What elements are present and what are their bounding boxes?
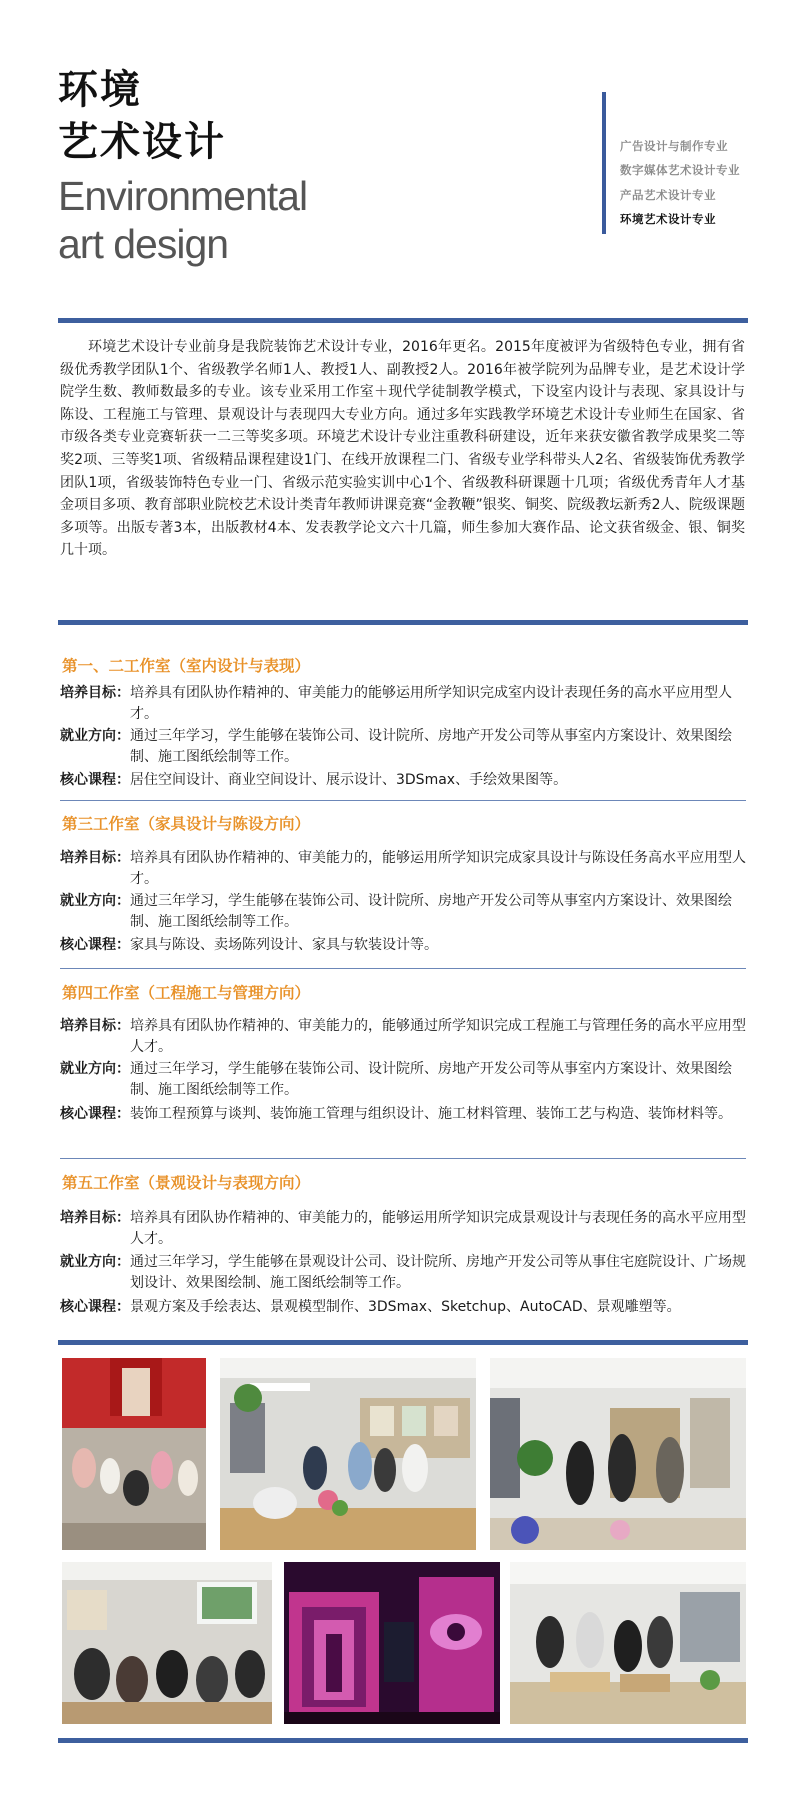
page-title-en-line2: art design	[58, 221, 229, 267]
core-text: 装饰工程预算与谈判、装饰施工管理与组织设计、施工材料管理、装饰工艺与构造、装饰材料等。	[130, 1106, 732, 1122]
intro-paragraph: 环境艺术设计专业前身是我院装饰艺术设计专业，2016年更名。2015年度被评为省级特色专业，拥有省级优秀教学团队1个、省级教学名师1人、教授1人、副教授2人。2016年被学院列为品牌专业，是艺术设计学院学生数、教师数最多的专业。该专业采用工作室＋现代学徒制教学模式，下设室内设计与表现、家具设计与陈设、工程施工与管理、景观设计与表现四大专业方向。通过多年实践教学环境艺术设计专业师生在国家、省市级各类专业竞赛斩获一二三等奖多项。环境艺术设计专业注重教科研建设，近年来获安徽省教学成果奖二等奖2项、三等奖1项、省级精品课程建设1门、在线开放课程二门、省级专业学科带头人2名、省级装饰优秀教学团队1项，省级装饰特色专业一门、省级示范实验实训中心1个、省级教科研课题十几项；省级优秀青年人才基金项目多项、教育部职业院校艺术设计类青年教师讲课竞赛“金教鞭”银奖、铜奖、院级教坛新秀2人、院级课题多项等。出版专著3本，出版教材4本、发表教学论文六十几篇，师生参加大赛作品、论文获省级金、银、铜奖几十项。	[60, 339, 745, 559]
career-label: 就业方向：	[60, 1254, 130, 1270]
studio-1-core	[60, 770, 750, 791]
divider-photos-top	[58, 1340, 748, 1345]
career-text: 通过三年学习，学生能够在装饰公司、设计院所、房地产开发公司等从事室内方案设计、效果图绘制、施工图纸绘制等工作。	[130, 893, 732, 930]
photo-office-discussion	[490, 1358, 746, 1550]
goal-label: 培养目标：	[60, 685, 130, 701]
divider-studio-3	[60, 968, 746, 969]
core-text: 家具与陈设、卖场陈列设计、家具与软装设计等。	[130, 937, 438, 953]
career-text: 通过三年学习，学生能够在景观设计公司、设计院所、房地产开发公司等从事住宅庭院设计、广场规划设计、效果图绘制、施工图纸绘制等工作。	[130, 1254, 746, 1291]
photo-classroom-presentation	[62, 1562, 272, 1724]
studio-1-goal	[60, 683, 750, 724]
goal-text: 培养具有团队协作精神的、审美能力的，能够运用所学知识完成景观设计与表现任务的高水平应用型人才。	[130, 1210, 746, 1247]
divider-top	[58, 318, 748, 323]
studio-3-career	[60, 891, 750, 932]
career-text: 通过三年学习，学生能够在装饰公司、设计院所、房地产开发公司等从事室内方案设计、效果图绘制、施工图纸绘制等工作。	[130, 1061, 732, 1098]
studio-5-career	[60, 1252, 750, 1293]
goal-text: 培养具有团队协作精神的、审美能力的，能够通过所学知识完成工程施工与管理任务的高水平应用型人才。	[130, 1018, 746, 1055]
goal-text: 培养具有团队协作精神的、审美能力的能够运用所学知识完成室内设计表现任务的高水平应用型人才。	[130, 685, 732, 722]
photo-students-red-archway	[62, 1358, 206, 1550]
core-text: 景观方案及手绘表达、景观模型制作、3DSmax、Sketchup、AutoCAD、景观雕塑等。	[130, 1299, 681, 1315]
page-title-line1: 环境	[58, 66, 142, 113]
goal-label: 培养目标：	[60, 1210, 130, 1226]
page-title-line2: 艺术设计	[58, 118, 226, 165]
page-title-en-line1: Environmental	[58, 173, 308, 219]
goal-label: 培养目标：	[60, 1018, 130, 1034]
studio-3-core	[60, 935, 750, 956]
program-item-digital-media: 数字媒体艺术设计专业	[620, 163, 740, 177]
career-label: 就业方向：	[60, 728, 130, 744]
studio-5-title: 第五工作室（景观设计与表现方向）	[62, 1174, 311, 1192]
studio-3-title: 第三工作室（家具设计与陈设方向）	[62, 815, 311, 833]
program-item-advertising: 广告设计与制作专业	[620, 139, 728, 153]
core-label: 核心课程：	[60, 1106, 130, 1122]
program-item-product: 产品艺术设计专业	[620, 188, 716, 202]
career-text: 通过三年学习，学生能够在装饰公司、设计院所、房地产开发公司等从事室内方案设计、效果图绘制、施工图纸绘制等工作。	[130, 728, 732, 765]
studio-5-goal	[60, 1208, 750, 1249]
career-label: 就业方向：	[60, 893, 130, 909]
studio-4-goal	[60, 1016, 750, 1057]
divider-bottom	[58, 1738, 748, 1743]
photo-model-workshop	[510, 1562, 746, 1724]
divider-intro-bottom	[58, 620, 748, 625]
studio-5-core	[60, 1297, 750, 1318]
program-list-divider	[602, 92, 606, 234]
photo-studio-visit	[220, 1358, 476, 1550]
core-text: 居住空间设计、商业空间设计、展示设计、3DSmax、手绘效果图等。	[130, 772, 568, 788]
studio-3-goal	[60, 848, 750, 889]
goal-text: 培养具有团队协作精神的、审美能力的，能够运用所学知识完成家具设计与陈设任务高水平应用型人才。	[130, 850, 746, 887]
divider-studio-4	[60, 1158, 746, 1159]
career-label: 就业方向：	[60, 1061, 130, 1077]
goal-label: 培养目标：	[60, 850, 130, 866]
studio-1-title: 第一、二工作室（室内设计与表现）	[62, 657, 311, 675]
studio-1-career	[60, 726, 750, 767]
photo-illuminated-installation	[284, 1562, 500, 1724]
studio-4-career	[60, 1059, 750, 1100]
core-label: 核心课程：	[60, 1299, 130, 1315]
core-label: 核心课程：	[60, 937, 130, 953]
core-label: 核心课程：	[60, 772, 130, 788]
divider-studio-1	[60, 800, 746, 801]
studio-4-title: 第四工作室（工程施工与管理方向）	[62, 984, 311, 1002]
program-item-environmental: 环境艺术设计专业	[620, 212, 716, 226]
studio-4-core	[60, 1104, 750, 1125]
